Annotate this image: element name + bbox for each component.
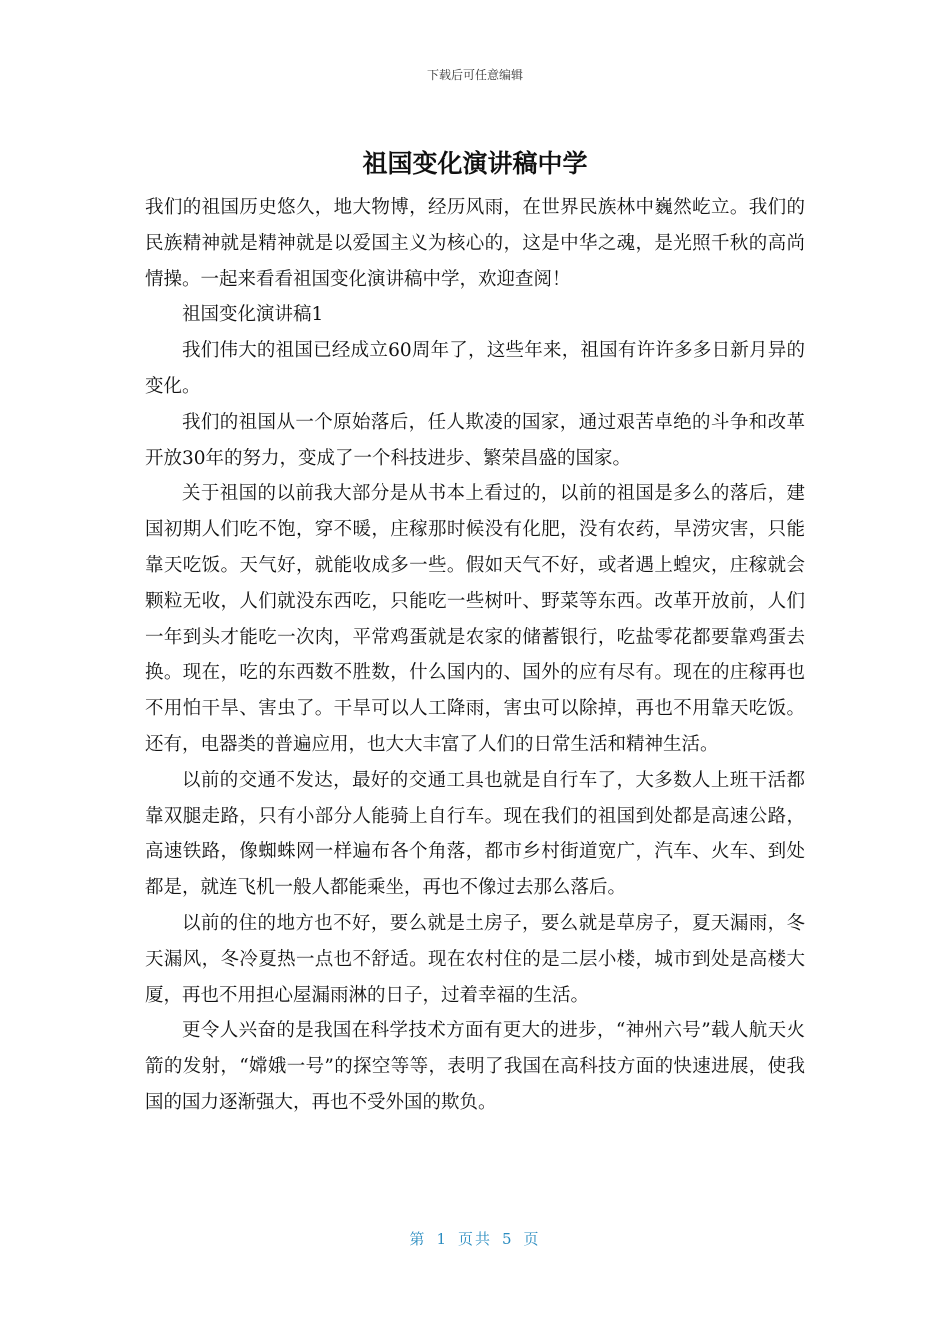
body-paragraph: 更令人兴奋的是我国在科学技术方面有更大的进步，“神州六号”载人航天火箭的发射，“嫦娥一号”的探空等等，表明了我国在高科技方面的快速进展，使我国的国力逐渐强大，再也不受外国的欺负。 <box>145 1020 805 1113</box>
page-label-prefix: 第 <box>409 1230 427 1248</box>
page-label-suffix: 页 <box>523 1230 541 1248</box>
header-note: 下载后可任意编辑 <box>426 68 523 82</box>
page-label-mid: 页共 <box>457 1230 492 1248</box>
page-footer <box>0 1228 950 1249</box>
section-heading: 祖国变化演讲稿1 <box>182 304 324 326</box>
body-paragraph: 以前的交通不发达，最好的交通工具也就是自行车了，大多数人上班干活都靠双腿走路，只有小部分人能骑上自行车。现在我们的祖国到处都是高速公路，高速铁路，像蜘蛛网一样遍布各个角落，都市乡村街道宽广，汽车、火车、到处都是，就连飞机一般人都能乘坐，再也不像过去那么落后。 <box>145 769 805 899</box>
body-paragraph: 以前的住的地方也不好，要么就是土房子，要么就是草房子，夏天漏雨，冬天漏风，冬冷夏热一点也不舒适。现在农村住的是二层小楼，城市到处是高楼大厦，再也不用担心屋漏雨淋的日子，过着幸福的生活。 <box>145 912 805 1006</box>
intro-paragraph: 我们的祖国历史悠久，地大物博，经历风雨，在世界民族林中巍然屹立。我们的民族精神就是精神就是以爱国主义为核心的，这是中华之魂，是光照千秋的高尚情操。一起来看看祖国变化演讲稿中学，欢迎查阅！ <box>145 197 805 290</box>
document-body <box>145 190 805 1121</box>
body-paragraph: 关于祖国的以前我大部分是从书本上看过的，以前的祖国是多么的落后，建国初期人们吃不饱，穿不暖，庄稼那时候没有化肥，没有农药，旱涝灾害，只能靠天吃饭。天气好，就能收成多一些。假如天气不好，或者遇上蝗灾，庄稼就会颗粒无收，人们就没东西吃，只能吃一些树叶、野菜等东西。改革开放前，人们一年到头才能吃一次肉，平常鸡蛋就是农家的储蓄银行，吃盐零花都要靠鸡蛋去换。现在，吃的东西数不胜数，什么国内的、国外的应有尽有。现在的庄稼再也不用怕干旱、害虫了。干旱可以人工降雨，害虫可以除掉，再也不用靠天吃饭。还有，电器类的普遍应用，也大大丰富了人们的日常生活和精神生活。 <box>145 483 805 755</box>
body-paragraph: 我们的祖国从一个原始落后，任人欺凌的国家，通过艰苦卓绝的斗争和改革开放30年的努力，变成了一个科技进步、繁荣昌盛的国家。 <box>145 411 805 469</box>
document-title: 祖国变化演讲稿中学 <box>362 149 588 178</box>
body-paragraph: 我们伟大的祖国已经成立60周年了，这些年来，祖国有许许多多日新月异的变化。 <box>145 340 805 397</box>
total-pages-number: 5 <box>502 1230 514 1248</box>
current-page-number: 1 <box>436 1230 448 1248</box>
